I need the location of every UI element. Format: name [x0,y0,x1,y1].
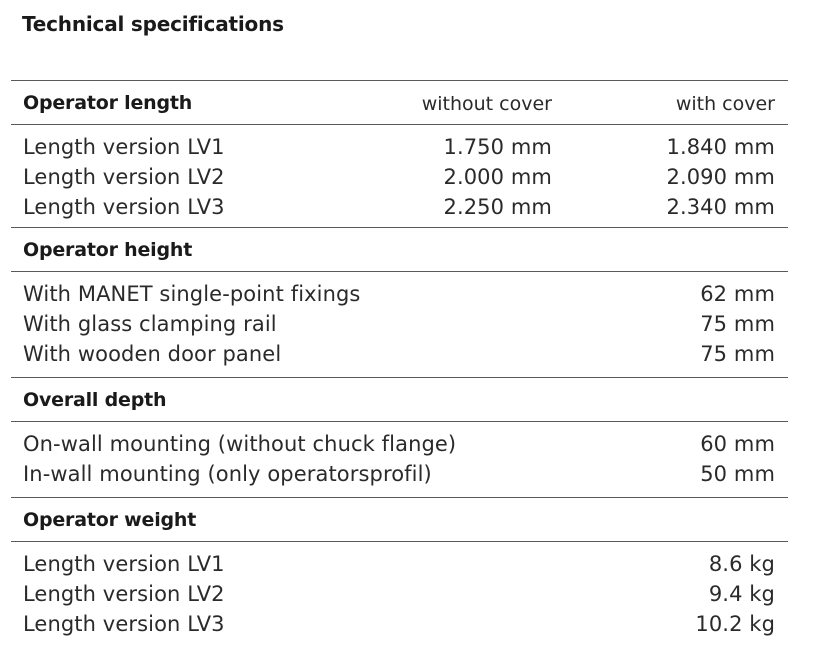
table-row [11,194,788,224]
row-value: 50 mm [700,462,775,486]
table-row [11,431,788,461]
row-label: With glass clamping rail [23,312,277,336]
row-value-with-cover: 2.090 mm [666,165,775,189]
row-value: 60 mm [700,432,775,456]
section-operator-height [11,228,788,378]
table-row [11,341,788,371]
section-title: Operator length [23,92,193,114]
table-row [11,311,788,341]
row-value: 75 mm [700,312,775,336]
row-label: Length version LV2 [23,582,225,606]
row-label: Length version LV3 [23,195,225,219]
section-title: Operator height [23,239,193,261]
row-value-without-cover: 2.000 mm [443,165,552,189]
row-value-with-cover: 1.840 mm [666,135,775,159]
row-label: Length version LV3 [23,612,225,636]
row-label: Length version LV2 [23,165,225,189]
section-overall-depth [11,378,788,498]
row-label: In-wall mounting (only operatorsprofil) [23,462,432,486]
section-title: Overall depth [23,389,167,411]
row-value-without-cover: 2.250 mm [443,195,552,219]
spec-table [11,80,788,647]
table-row [11,281,788,311]
section-title: Operator weight [23,509,197,531]
row-value-with-cover: 2.340 mm [666,195,775,219]
row-label: Length version LV1 [23,552,225,576]
section-header [11,228,788,272]
section-operator-length [11,81,788,228]
table-row [11,581,788,611]
row-value-without-cover: 1.750 mm [443,135,552,159]
row-value: 8.6 kg [708,552,775,576]
row-label: With MANET single-point fixings [23,282,361,306]
row-value: 9.4 kg [708,582,775,606]
row-label: On-wall mounting (without chuck flange) [23,432,457,456]
row-label: With wooden door panel [23,342,282,366]
row-label: Length version LV1 [23,135,225,159]
section-header [11,498,788,542]
table-row [11,551,788,581]
row-value: 10.2 kg [695,612,775,636]
page-title: Technical specifications [22,12,284,36]
table-row [11,134,788,164]
row-value: 62 mm [700,282,775,306]
section-header [11,378,788,422]
row-value: 75 mm [700,342,775,366]
section-header [11,81,788,125]
column-header-with-cover: with cover [675,93,775,115]
section-operator-weight [11,498,788,647]
table-row [11,164,788,194]
column-header-without-cover: without cover [421,93,552,115]
table-row [11,461,788,491]
